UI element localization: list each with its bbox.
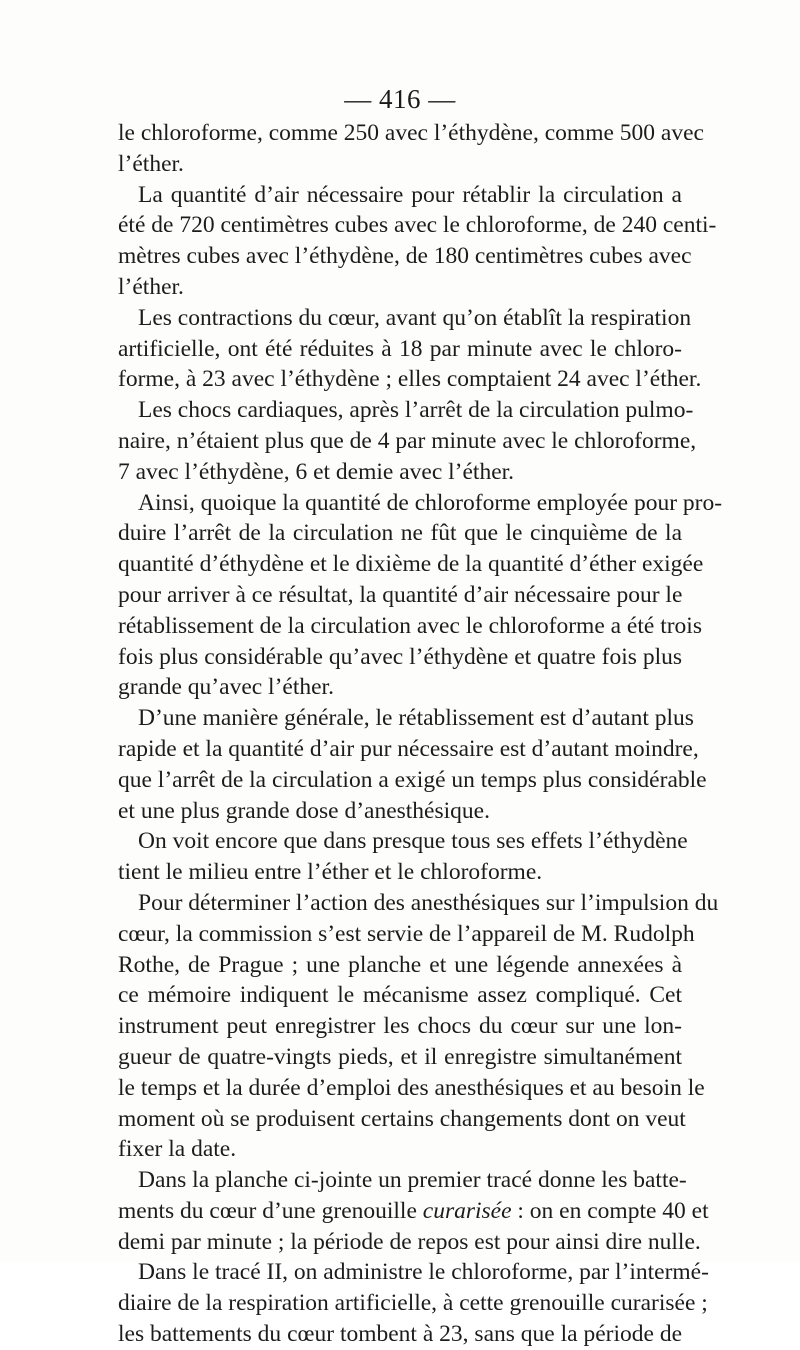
text-line: duire l’arrêt de la circulation ne fût que le cinquième de la bbox=[118, 520, 682, 547]
text-line: Rothe, de Prague ; une planche et une légende annexées à bbox=[118, 951, 682, 978]
text-line: été de 720 centimètres cubes avec le chloroforme, de 240 centi- bbox=[118, 212, 717, 239]
text-line: fois plus considérable qu’avec l’éthydène et quatre fois plus bbox=[118, 643, 682, 670]
body-text bbox=[118, 118, 723, 1350]
text-line: gueur de quatre-vingts pieds, et il enregistre simultanément bbox=[118, 1043, 682, 1070]
text-line: 7 avec l’éthydène, 6 et demie avec l’éther. bbox=[118, 458, 515, 485]
text-line: ce mémoire indiquent le mécanisme assez compliqué. Cet bbox=[118, 982, 682, 1009]
text-line: Dans la planche ci-jointe un premier tracé donne les batte- bbox=[138, 1167, 687, 1194]
text-line: moment où se produisent certains changements dont on veut bbox=[118, 1105, 686, 1132]
text-line: l’éther. bbox=[118, 273, 184, 300]
text-line: grande qu’avec l’éther. bbox=[118, 674, 334, 701]
text-line: rétablissement de la circulation avec le chloroforme a été trois bbox=[118, 612, 702, 639]
text-line: le temps et la durée d’emploi des anesthésiques et au besoin le bbox=[118, 1074, 705, 1101]
italic-term: curarisée bbox=[422, 1197, 512, 1224]
text-line: naire, n’étaient plus que de 4 par minute avec le chloroforme, bbox=[118, 427, 697, 454]
text-line: Ainsi, quoique la quantité de chloroforme employée pour pro- bbox=[138, 489, 723, 516]
text-line: instrument peut enregistrer les chocs du cœur sur une lon- bbox=[118, 1013, 682, 1040]
text-line: rapide et la quantité d’air pur nécessaire est d’autant moindre, bbox=[118, 735, 699, 762]
text-line: demi par minute ; la période de repos est pour ainsi dire nulle. bbox=[118, 1228, 701, 1255]
page-number: — 416 — bbox=[344, 84, 456, 114]
text-line: que l’arrêt de la circulation a exigé un temps plus considérable bbox=[118, 766, 707, 793]
text-line: pour arriver à ce résultat, la quantité d’air nécessaire pour le bbox=[118, 581, 683, 608]
text-line: artificielle, ont été réduites à 18 par minute avec le chloro- bbox=[118, 335, 682, 362]
text-line: ments du cœur d’une grenouille curarisée : on en compte 40 et bbox=[118, 1197, 709, 1224]
text-line: Dans le tracé II, on administre le chloroforme, par l’intermé- bbox=[138, 1259, 709, 1286]
text-line: quantité d’éthydène et le dixième de la quantité d’éther exigée bbox=[118, 551, 704, 578]
text-line: forme, à 23 avec l’éthydène ; elles comptaient 24 avec l’éther. bbox=[118, 366, 702, 393]
text-line: mètres cubes avec l’éthydène, de 180 centimètres cubes avec bbox=[118, 243, 692, 270]
text-line: Les contractions du cœur, avant qu’on établît la respiration bbox=[138, 304, 692, 331]
text-line: Pour déterminer l’action des anesthésiques sur l’impulsion du bbox=[138, 889, 719, 916]
text-line: On voit encore que dans presque tous ses effets l’éthydène bbox=[138, 828, 688, 855]
text-line: l’éther. bbox=[118, 150, 184, 177]
text-line: et une plus grande dose d’anesthésique. bbox=[118, 797, 490, 824]
text-line: le chloroforme, comme 250 avec l’éthydène, comme 500 avec bbox=[118, 120, 704, 146]
text-line: diaire de la respiration artificielle, à cette grenouille curarisée ; bbox=[118, 1290, 708, 1317]
text-line: tient le milieu entre l’éther et le chloroforme. bbox=[118, 859, 543, 886]
text-line: D’une manière générale, le rétablissement est d’autant plus bbox=[138, 705, 694, 732]
text-line: fixer la date. bbox=[118, 1136, 237, 1163]
text-line: La quantité d’air nécessaire pour rétablir la circulation a bbox=[138, 181, 682, 208]
text-line: cœur, la commission s’est servie de l’appareil de M. Rudolph bbox=[118, 920, 695, 947]
text-line: Les chocs cardiaques, après l’arrêt de la circulation pulmo- bbox=[138, 397, 694, 424]
text-line: les battements du cœur tombent à 23, sans que la période de bbox=[118, 1321, 682, 1348]
